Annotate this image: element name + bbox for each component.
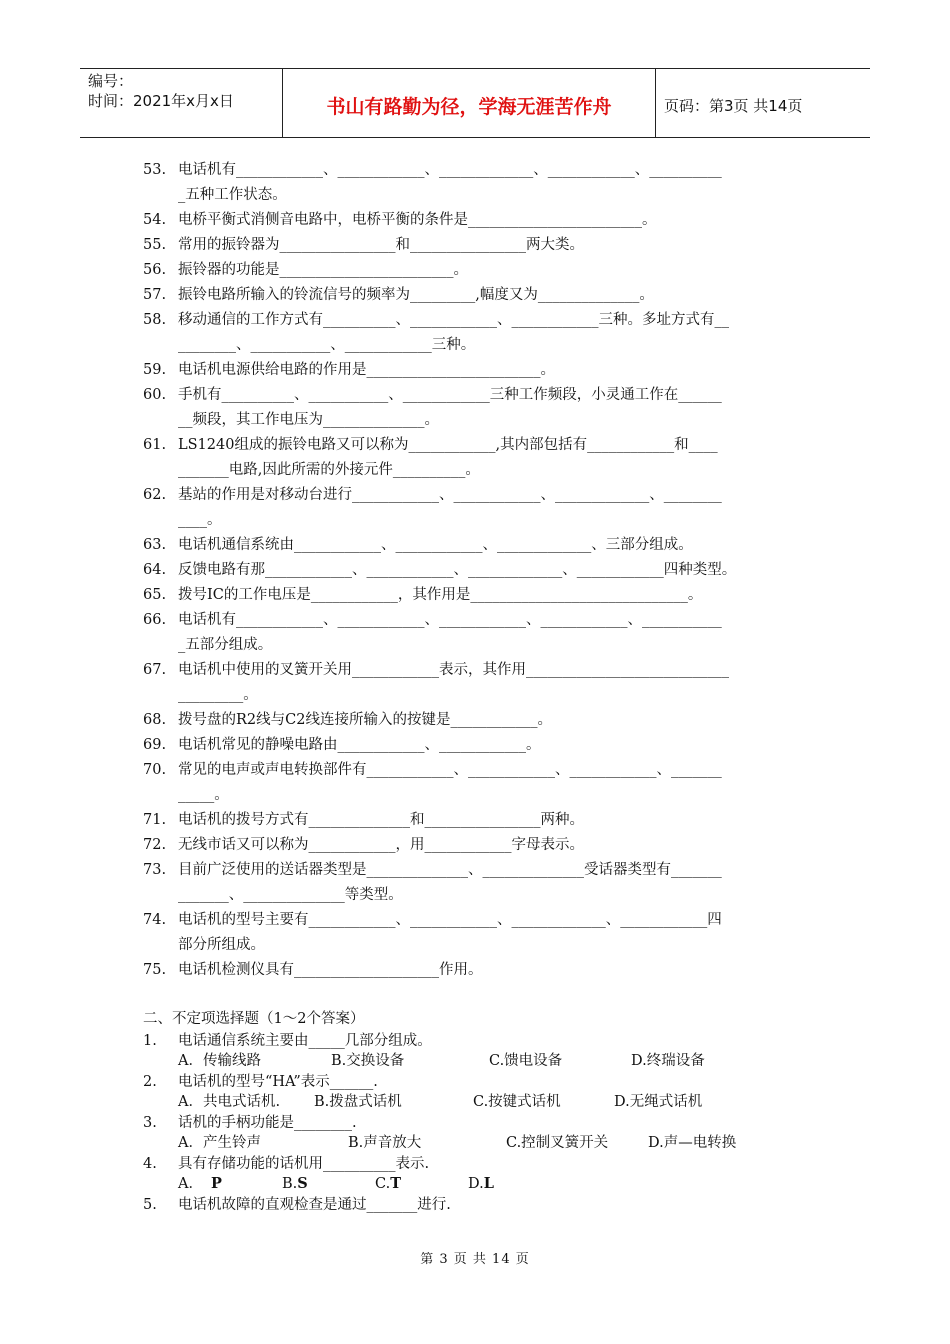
page-info-cell (656, 69, 870, 137)
mc1-option-a: A．传输线路 (178, 1053, 261, 1069)
mc2-option-a: A．共电式话机. (178, 1094, 281, 1110)
code-label: 编号： (88, 72, 134, 90)
mc2-option-b: B.拨盘式话机 (314, 1094, 402, 1110)
mc4-option-b: B.S (282, 1175, 308, 1192)
mc1-option-c: C.馈电设备 (489, 1053, 563, 1069)
mc3-option-d: D.声—电转换 (648, 1135, 737, 1151)
motto: 书山有路勤为径，学海无涯苦作舟 (326, 95, 612, 118)
mc1-option-b: B.交换设备 (331, 1053, 405, 1069)
document-header (80, 68, 870, 138)
mc3-option-a: A．产生铃声 (178, 1135, 261, 1151)
mc1-option-d: D.终瑞设备 (631, 1053, 705, 1069)
mc4-option-d: D.L (468, 1175, 494, 1192)
mc4-option-a: A． P (178, 1175, 222, 1192)
mc3-option-c: C.控制叉簧开关 (506, 1135, 609, 1151)
mc3-option-b: B.声音放大 (348, 1135, 422, 1151)
section-title: 二、不定项选择题（1～2个答案） (143, 1011, 365, 1027)
page-info: 页码：第3页 共14页 (664, 96, 803, 115)
mc2-option-d: D.无绳式话机 (614, 1094, 703, 1110)
time-label: 时间：2021年x月x日 (88, 92, 234, 110)
header-meta-cell (80, 69, 283, 137)
page-footer: 第 3 页 共 14 页 (420, 1252, 530, 1267)
mc4-option-c: C.T (375, 1175, 401, 1192)
motto-cell (283, 69, 656, 137)
mc2-option-c: C.按键式话机 (473, 1094, 561, 1110)
